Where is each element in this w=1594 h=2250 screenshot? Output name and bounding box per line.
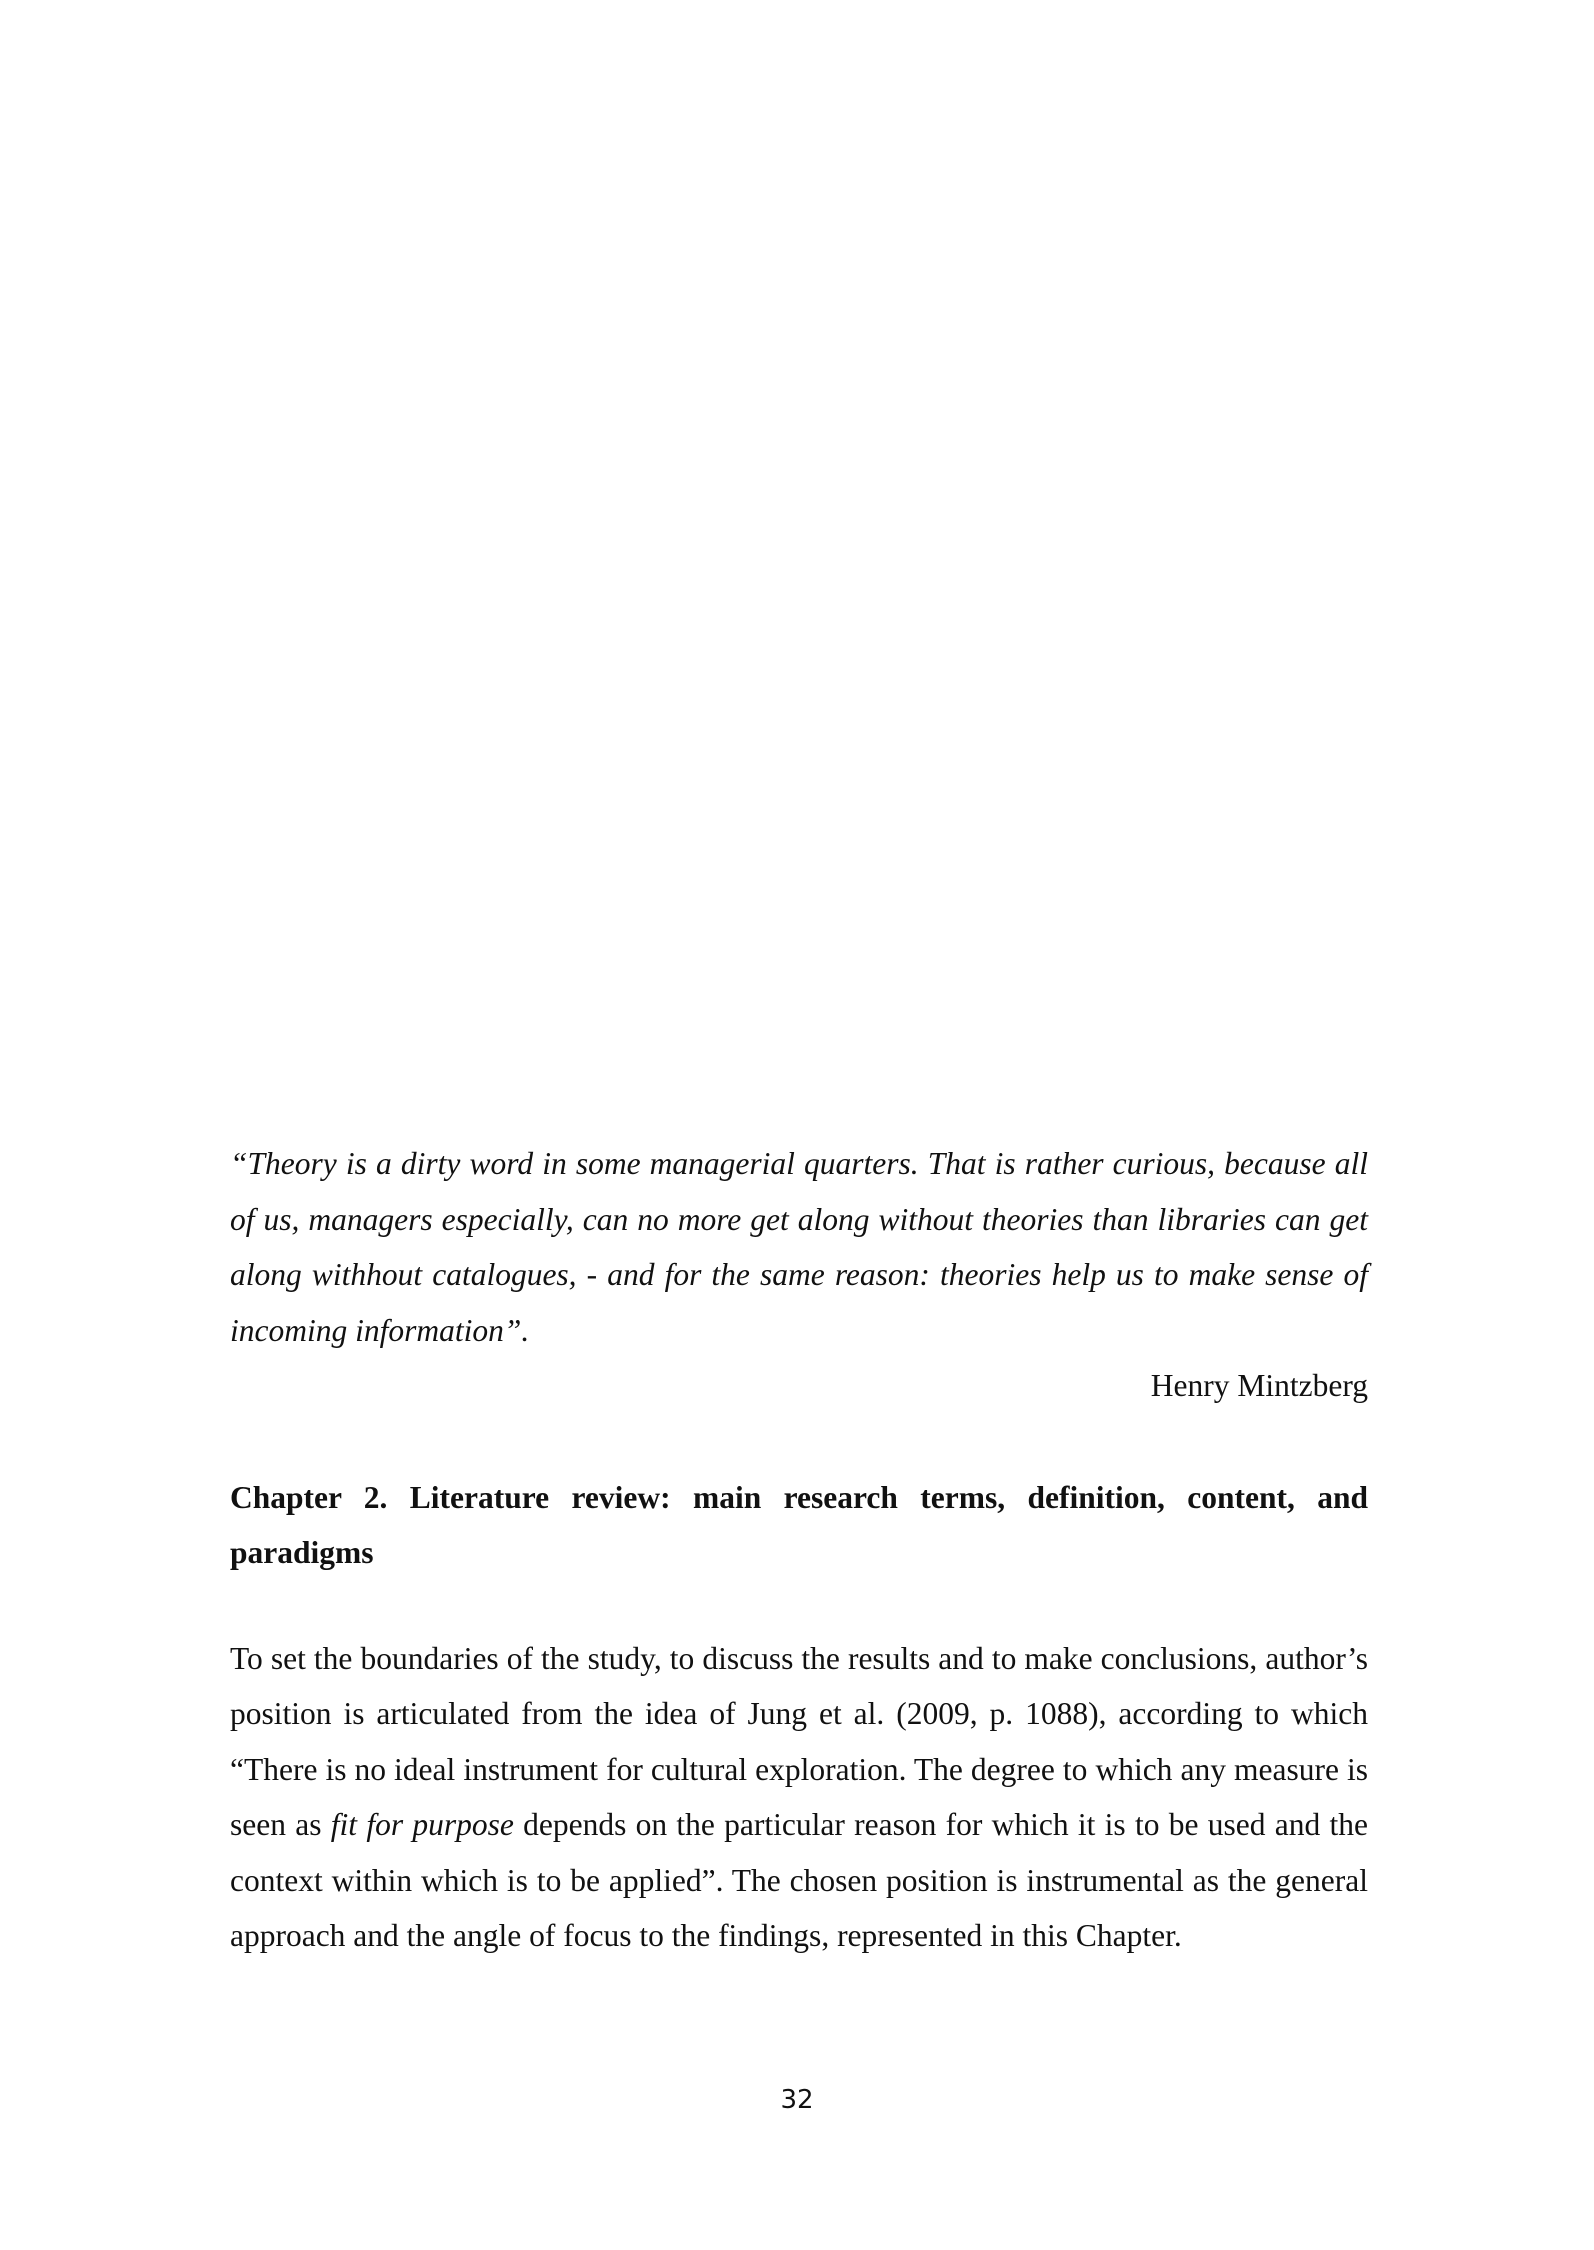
chapter-heading: Chapter 2. Literature review: main research terms, definition, content, and paradigms — [230, 1479, 1368, 1570]
body-paragraph-text-1: To set the boundaries of the study, to discuss the results and to make conclusions, author’s position is articulated from the idea of Jung et al. (2009, p. 1088), according to which “There is no ideal instrument for cultural exploration. The degree to which any measure is seen as — [230, 1640, 1368, 1842]
body-paragraph-emphasis: fit for purpose — [330, 1807, 514, 1842]
page-number: 32 — [780, 2085, 814, 2115]
epigraph-author: Henry Mintzberg — [1150, 1368, 1368, 1403]
body-paragraph-text-2: depends on the particular reason for which it is to be used and the context within which is to be applied”. The chosen position is instrumental as the general approach and the angle of focus to the findings, represented in this Chapter. — [230, 1807, 1369, 1953]
body-paragraph — [230, 1631, 1368, 1964]
page-content — [230, 1136, 1368, 1964]
epigraph-quote: “Theory is a dirty word in some managerial quarters. That is rather curious, because all of us, managers especially, can no more get along without theories than libraries can get along withhout catalogues, - and for the same reason: theories help us to make sense of incoming information”. — [230, 1146, 1368, 1348]
